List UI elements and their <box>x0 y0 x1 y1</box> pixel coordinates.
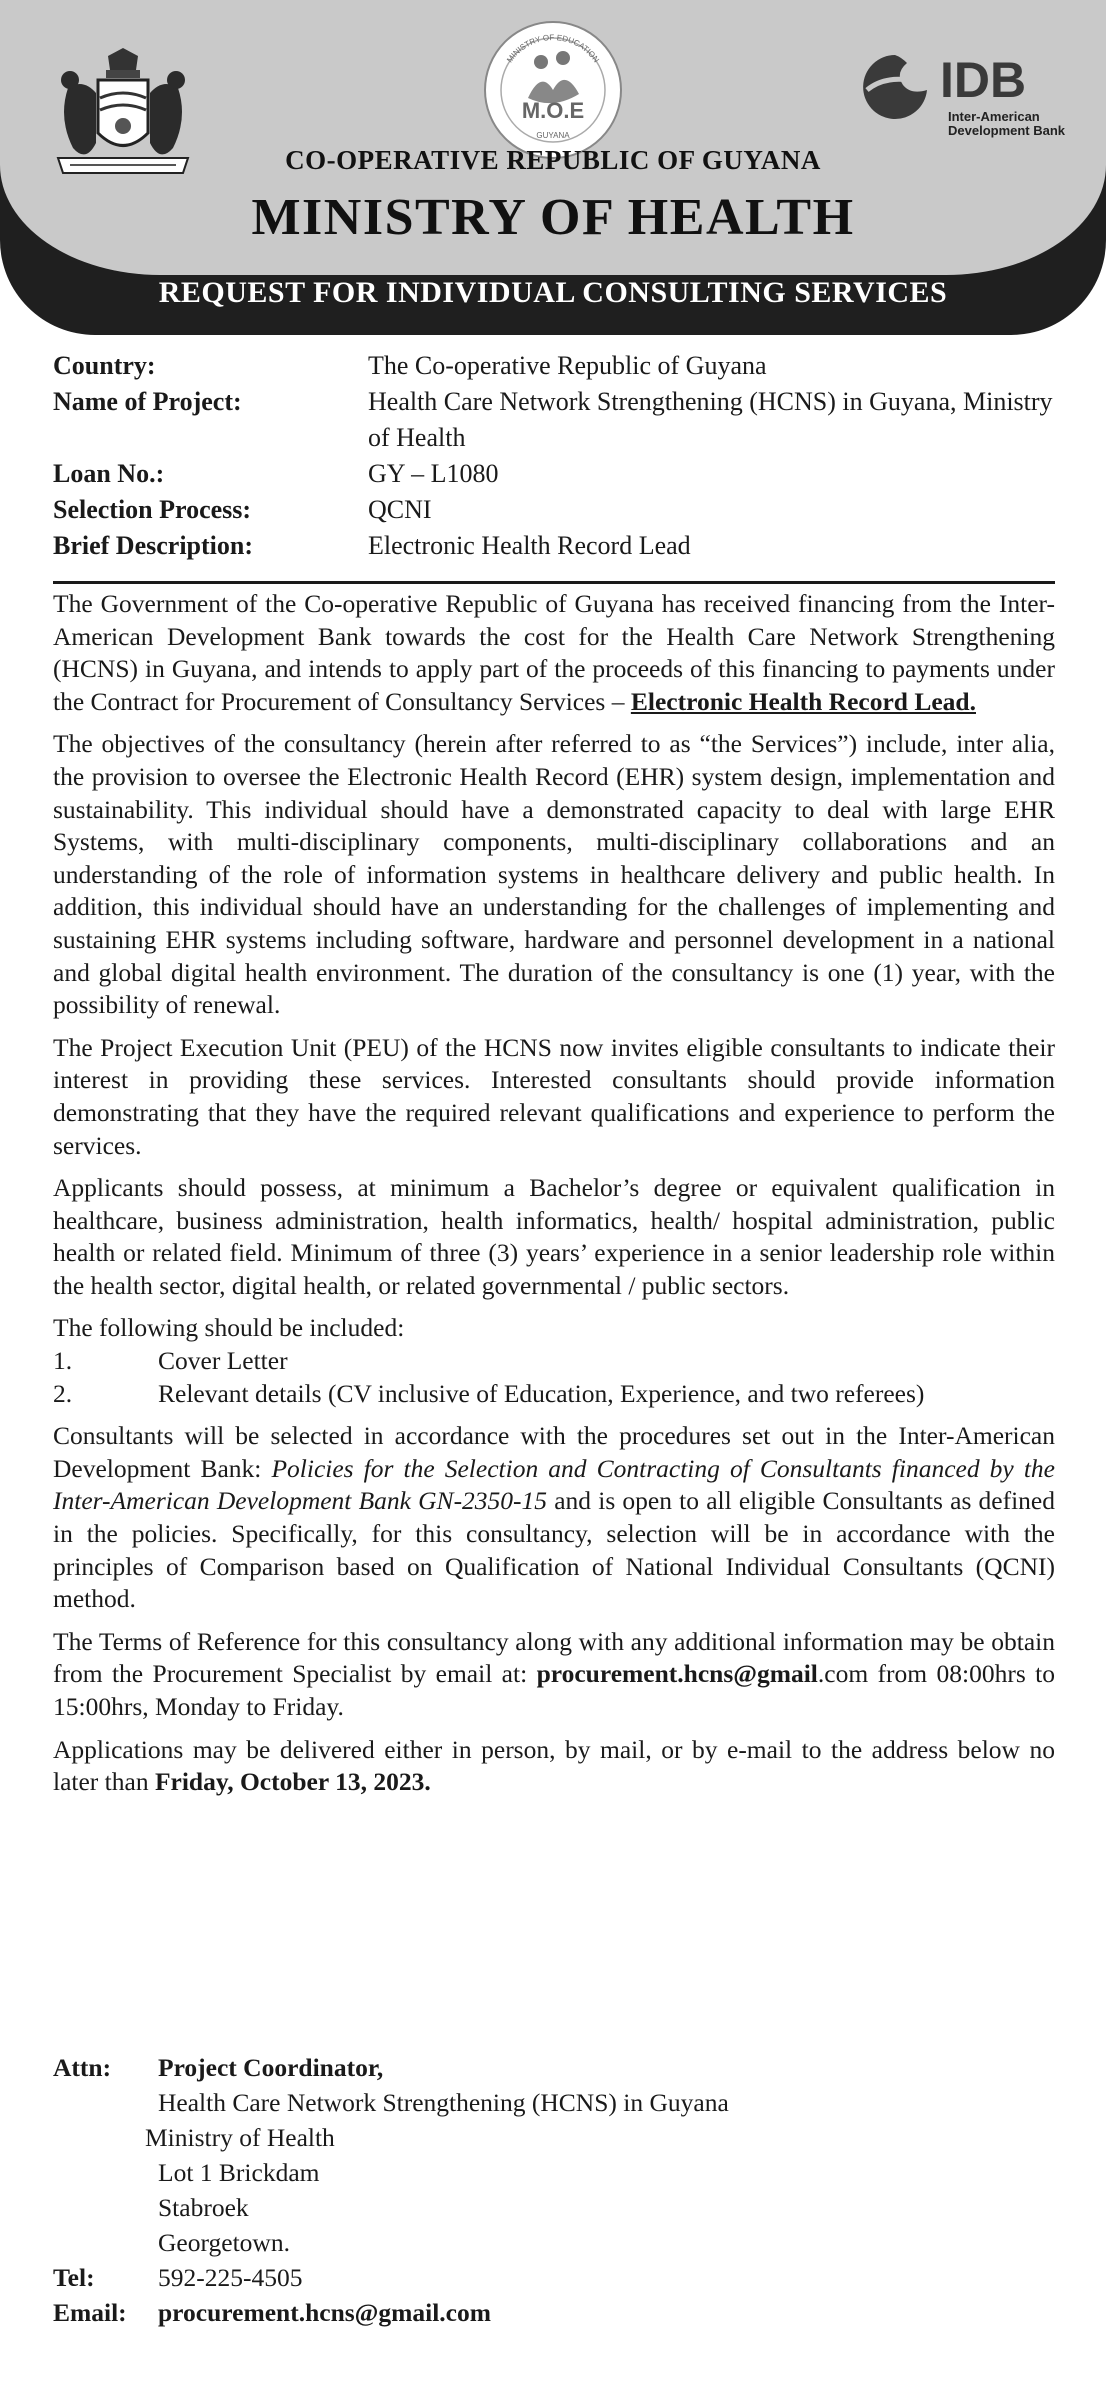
idb-line-1: Inter-American <box>948 109 1040 124</box>
info-label: Loan No.: <box>53 459 165 488</box>
info-label: Name of Project: <box>53 387 242 416</box>
contact-block <box>53 2050 1055 2330</box>
requirements-list <box>53 1312 1055 1410</box>
republic-heading: CO-OPERATIVE REPUBLIC OF GUYANA <box>285 145 821 175</box>
ministry-heading: MINISTRY OF HEALTH <box>251 189 855 246</box>
info-label: Country: <box>53 351 156 380</box>
list-number: 2. <box>53 1378 73 1408</box>
address-line <box>53 2085 1055 2120</box>
paragraph-peu: The Project Execution Unit (PEU) of the HCNS now invites eligible consultants to indicate their interest in providing these services. Interested consultants should provide information demonstrating that they have the required relevant qualifications and experience to perform the services. <box>53 1032 1055 1160</box>
email-bold: procurement.hcns@gmail <box>536 1659 818 1689</box>
idb-subtitle <box>948 110 1065 138</box>
project-info-table <box>53 348 1055 564</box>
moe-logo-icon <box>483 20 623 160</box>
email-label: Email: <box>53 2298 127 2327</box>
moe-ring-bottom-text: GUYANA <box>536 131 570 140</box>
paragraph-selection <box>53 1420 1055 1616</box>
info-row-project <box>53 384 1055 456</box>
address-line <box>53 2190 1055 2225</box>
address-text: Health Care Network Strengthening (HCNS) in Guyana <box>158 2088 729 2117</box>
info-value: Health Care Network Strengthening (HCNS) in Guyana, Ministry of Health <box>368 387 1053 452</box>
list-text: Cover Letter <box>158 1346 288 1376</box>
email-row <box>53 2295 1055 2330</box>
paragraph-deadline <box>53 1734 1055 1799</box>
address-text: Stabroek <box>158 2193 249 2222</box>
info-value: The Co-operative Republic of Guyana <box>368 351 767 380</box>
paragraph-financing <box>53 588 1055 718</box>
request-title: REQUEST FOR INDIVIDUAL CONSULTING SERVICES <box>158 276 948 309</box>
service-title: Electronic Health Record Lead. <box>630 686 976 716</box>
body-text <box>53 588 1055 1809</box>
info-row-selection <box>53 492 1055 528</box>
info-value: Electronic Health Record Lead <box>368 531 691 560</box>
idb-line-2: Development Bank <box>948 123 1066 138</box>
address-text: Ministry of Health <box>145 2123 335 2152</box>
info-value: QCNI <box>368 495 432 524</box>
info-value: GY – L1080 <box>368 459 499 488</box>
paragraph-text: .com from 08:00hrs to 15:00hrs, Monday to Friday. <box>53 1659 1055 1721</box>
moe-logo-text: M.O.E <box>521 98 585 123</box>
email-value: procurement.hcns@gmail.com <box>158 2298 491 2327</box>
list-text: Relevant details (CV inclusive of Education, Experience, and two referees) <box>158 1378 925 1408</box>
tel-label: Tel: <box>53 2263 95 2292</box>
address-line <box>53 2155 1055 2190</box>
policy-title: Policies for the Selection and Contracting of Consultants financed by the Inter-American Development Bank GN-2350-15 <box>53 1453 1055 1516</box>
paragraph-text: and is open to all eligible Consultants as defined in the policies. Specifically, for this consultancy, selection will be in accordance with the principles of Comparison based on Qualification of National Individual Consultants (QCNI) method. <box>53 1486 1056 1614</box>
divider <box>53 581 1055 584</box>
moe-ring-top-text: MINISTRY OF EDUCATION <box>505 32 601 65</box>
info-row-country <box>53 348 1055 384</box>
idb-logo-text: IDB <box>940 52 1027 108</box>
info-label: Selection Process: <box>53 495 252 524</box>
info-label: Brief Description: <box>53 531 254 560</box>
list-number: 1. <box>53 1346 73 1376</box>
paragraph-terms <box>53 1626 1055 1724</box>
paragraph-text: Consultants will be selected in accordance with the procedures set out in the Inter-American Development Bank: <box>53 1421 1055 1483</box>
paragraph-text: Applications may be delivered either in person, by mail, or by e-mail to the address below no later than <box>53 1734 1055 1797</box>
tel-value: 592-225-4505 <box>158 2263 303 2292</box>
info-row-loan <box>53 456 1055 492</box>
list-item <box>53 1345 1055 1378</box>
tel-row <box>53 2260 1055 2295</box>
address-text: Georgetown. <box>158 2228 290 2257</box>
attn-title: Project Coordinator, <box>158 2053 384 2082</box>
paragraph-text: The Terms of Reference for this consultancy along with any additional information may be obtain from the Procurement Specialist by email at: <box>53 1626 1055 1689</box>
attn-row <box>53 2050 1055 2085</box>
attn-label: Attn: <box>53 2053 112 2082</box>
info-row-description <box>53 528 1055 564</box>
address-line <box>53 2225 1055 2260</box>
paragraph-qualifications: Applicants should possess, at minimum a Bachelor’s degree or equivalent qualification in healthcare, business administration, health informatics, health/ hospital administration, public health or related field. Minimum of three (3) years’ experience in a senior leadership role within the health sector, digital health, or related governmental / public sectors. <box>53 1173 1055 1300</box>
list-intro: The following should be included: <box>53 1313 405 1343</box>
paragraph-objectives: The objectives of the consultancy (herein after referred to as “the Services”) include, inter alia, the provision to oversee the Electronic Health Record (EHR) system design, implementation and sustainability. This individual should have a demonstrated capacity to deal with large EHR Systems, with multi-disciplinary components, multi-disciplinary collaborations and an understanding of the role of information systems in healthcare delivery and public health. In addition, this individual should have an understanding for the challenges of implementing and sustaining EHR systems including software, hardware and personnel development in a national and global digital health environment. The duration of the consultancy is one (1) year, with the possibility of renewal. <box>53 729 1055 1020</box>
list-item <box>53 1378 1055 1411</box>
paragraph-text: The Government of the Co-operative Republic of Guyana has received financing from the Inter-American Development Bank towards the cost for the Health Care Network Strengthening (HCNS) in Guyana, and intends to apply part of the proceeds of this financing to payments under the Contract for Procurement of Consultancy Services – <box>53 589 1055 716</box>
address-line <box>53 2120 1055 2155</box>
deadline-date: Friday, October 13, 2023. <box>154 1767 431 1797</box>
address-text: Lot 1 Brickdam <box>158 2158 320 2187</box>
